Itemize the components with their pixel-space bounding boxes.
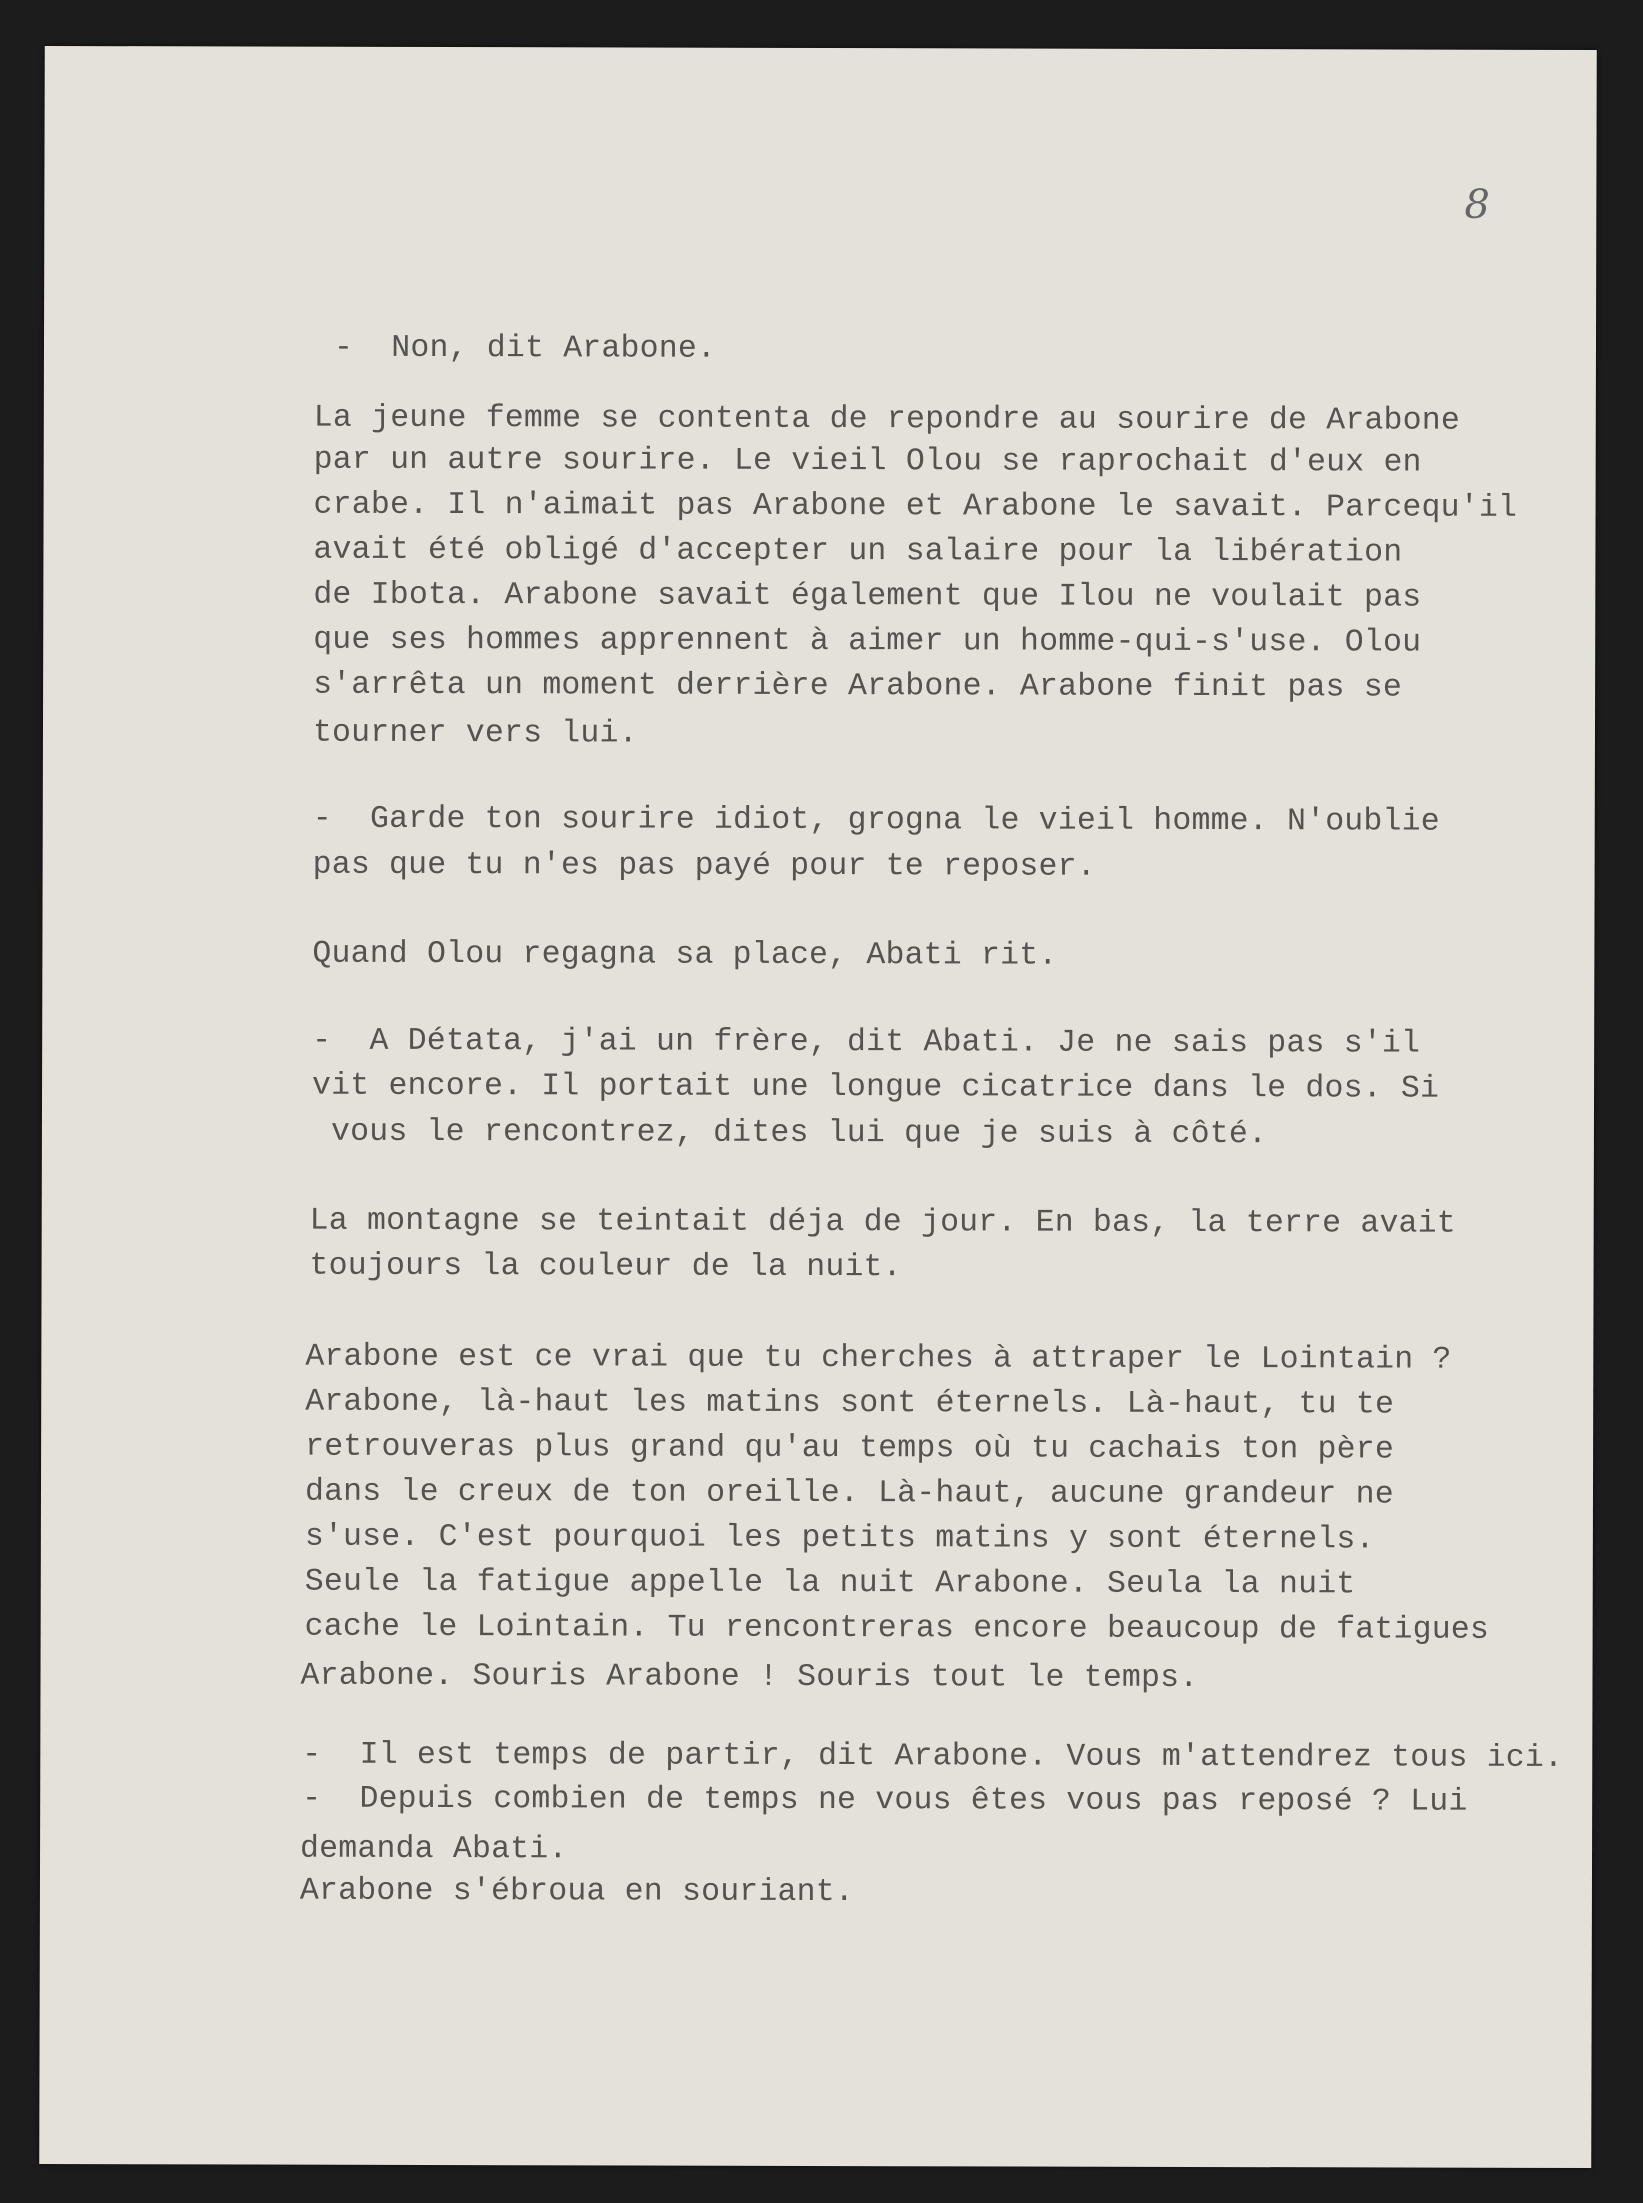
- text-line: - Garde ton sourire idiot, grogna le vieil homme. N'oublie: [312, 801, 1440, 840]
- text-line: pas que tu n'es pas payé pour te reposer.: [312, 847, 1096, 885]
- text-line: tourner vers lui.: [312, 715, 638, 752]
- text-line: retrouveras plus grand qu'au temps où tu cachais ton père: [305, 1429, 1395, 1468]
- text-line: - A Détata, j'ai un frère, dit Abati. Je ne sais pas s'il: [312, 1023, 1421, 1062]
- text-line: s'use. C'est pourquoi les petits matins y sont éternels.: [304, 1519, 1375, 1558]
- page-number: 8: [1464, 181, 1490, 228]
- text-line: Arabone est ce vrai que tu cherches à attraper le Lointain ?: [305, 1339, 1452, 1378]
- page-text: [45, 46, 1597, 1911]
- text-line: Arabone. Souris Arabone ! Souris tout le temps.: [300, 1658, 1199, 1696]
- text-line: - Non, dit Arabone.: [333, 330, 717, 367]
- text-line: cache le Lointain. Tu rencontreras encore beaucoup de fatigues: [304, 1609, 1490, 1648]
- text-line: toujours la couleur de la nuit.: [309, 1248, 902, 1286]
- text-line: dans le creux de ton oreille. Là-haut, aucune grandeur ne: [304, 1474, 1394, 1513]
- text-line: - Depuis combien de temps ne vous êtes vous pas reposé ? Lui: [302, 1781, 1468, 1820]
- text-line: Arabone, là-haut les matins sont éternels. Là-haut, tu te: [305, 1384, 1395, 1423]
- text-line: La montagne se teintait déja de jour. En bas, la terre avait: [309, 1203, 1456, 1242]
- typewritten-page: [39, 46, 1597, 2168]
- text-line: Quand Olou regagna sa place, Abati rit.: [312, 936, 1058, 974]
- text-line: par un autre sourire. Le vieil Olou se raprochait d'eux en: [313, 442, 1422, 481]
- text-line: que ses hommes apprennent à aimer un homme-qui-s'use. Olou: [313, 622, 1422, 661]
- text-line: Arabone s'ébroua en souriant.: [299, 1873, 854, 1911]
- text-line: - Il est temps de partir, dit Arabone. Vous m'attendrez tous ici.: [302, 1737, 1564, 1776]
- text-line: demanda Abati.: [300, 1831, 568, 1868]
- text-line: s'arrêta un moment derrière Arabone. Arabone finit pas se: [313, 667, 1403, 706]
- text-line: La jeune femme se contenta de repondre au sourire de Arabone: [313, 400, 1461, 439]
- text-line: crabe. Il n'aimait pas Arabone et Arabone le savait. Parcequ'il: [313, 487, 1518, 526]
- text-line: vit encore. Il portait une longue cicatrice dans le dos. Si: [312, 1068, 1440, 1107]
- text-line: avait été obligé d'accepter un salaire pour la libération: [313, 532, 1403, 571]
- text-line: Seule la fatigue appelle la nuit Arabone. Seula la nuit: [304, 1564, 1356, 1603]
- text-line: vous le rencontrez, dites lui que je suis à côté.: [311, 1114, 1268, 1153]
- text-line: de Ibota. Arabone savait également que Ilou ne voulait pas: [313, 577, 1422, 616]
